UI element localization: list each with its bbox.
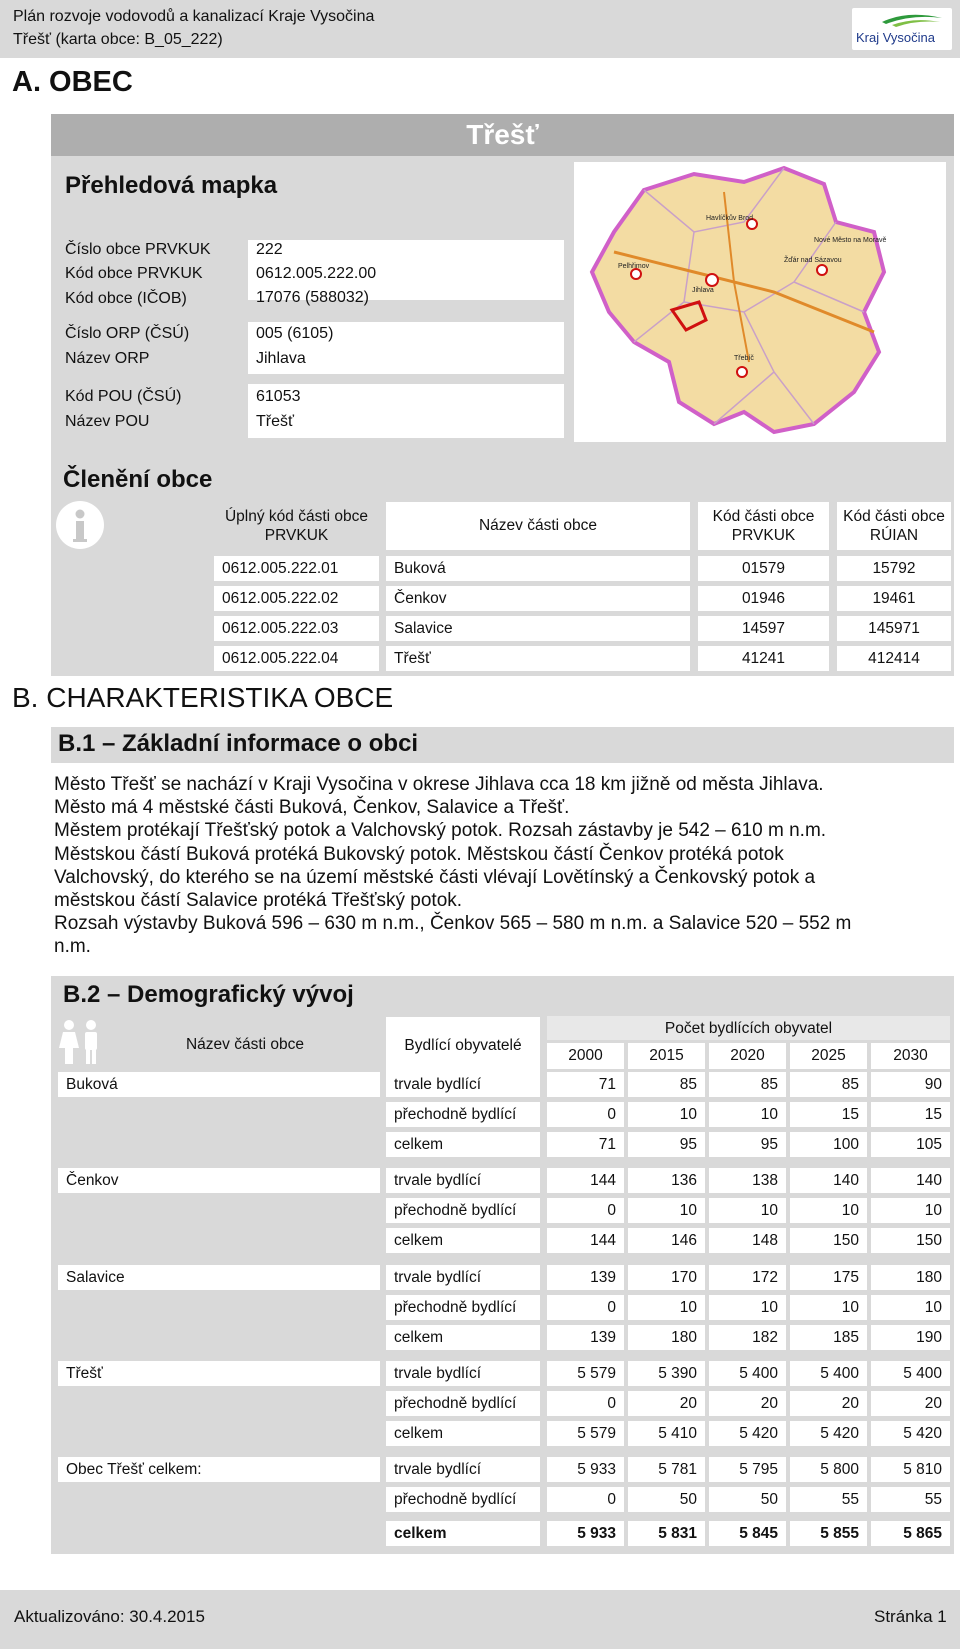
demo-value-cell: 5 390 — [628, 1361, 705, 1386]
cleneni-cell-name: Buková — [386, 556, 690, 581]
demo-value-cell: 100 — [790, 1132, 867, 1157]
demo-value-cell: 5 400 — [790, 1361, 867, 1386]
people-icon — [55, 1018, 105, 1066]
cleneni-cell-name: Třešť — [386, 646, 690, 671]
demo-value-cell: 10 — [628, 1295, 705, 1320]
demo-row-type: trvale bydlící — [386, 1361, 540, 1386]
demo-row-type: přechodně bydlící — [386, 1487, 540, 1512]
demo-value-cell: 55 — [790, 1487, 867, 1512]
demo-value-cell: 138 — [709, 1168, 786, 1193]
b1-line: Městem protékají Třešťský potok a Valchovský potok. Rozsah zástavby je 542 – 610 m n.m. — [54, 820, 827, 842]
demo-row-type: trvale bydlící — [386, 1168, 540, 1193]
map-area — [574, 162, 946, 442]
cleneni-cell-code: 0612.005.222.04 — [214, 646, 379, 671]
b1-heading: B.1 – Základní informace o obci — [58, 730, 419, 757]
demo-value-cell: 5 933 — [547, 1457, 624, 1482]
map-label-zdar: Žďár nad Sázavou — [784, 257, 842, 264]
demo-value-cell: 5 845 — [709, 1521, 786, 1546]
demo-row-type: trvale bydlící — [386, 1457, 540, 1482]
demo-value-cell: 20 — [790, 1391, 867, 1416]
demo-group-name: Obec Třešť celkem: — [58, 1457, 380, 1482]
demo-value-cell: 180 — [628, 1325, 705, 1350]
demo-value-cell: 5 420 — [709, 1421, 786, 1446]
demo-value-cell: 144 — [547, 1228, 624, 1253]
demo-value-cell: 5 400 — [871, 1361, 950, 1386]
demo-value-cell: 185 — [790, 1325, 867, 1350]
demo-value-cell: 85 — [628, 1072, 705, 1097]
cleneni-cell-prvkuk: 14597 — [698, 616, 829, 641]
footer-page-number: Stránka 1 — [874, 1607, 947, 1626]
demo-value-cell: 20 — [709, 1391, 786, 1416]
cleneni-cell-ruian: 19461 — [837, 586, 951, 611]
demo-value-cell: 139 — [547, 1265, 624, 1290]
region-map — [574, 162, 946, 442]
demo-value-cell: 180 — [871, 1265, 950, 1290]
b1-line: Rozsah výstavby Buková 596 – 630 m n.m., Čenkov 565 – 580 m n.m. a Salavice 520 – 552 m — [54, 913, 852, 935]
demo-value-cell: 95 — [628, 1132, 705, 1157]
demo-value-cell: 20 — [628, 1391, 705, 1416]
demo-value-cell: 5 855 — [790, 1521, 867, 1546]
demo-value-cell: 5 410 — [628, 1421, 705, 1446]
field-value-kod-obce: 0612.005.222.00 — [256, 265, 377, 282]
cleneni-cell-code: 0612.005.222.01 — [214, 556, 379, 581]
logo-text: Kraj Vysočina — [856, 30, 935, 45]
demo-row-type: trvale bydlící — [386, 1072, 540, 1097]
demo-value-cell: 10 — [871, 1295, 950, 1320]
demo-group-name: Třešť — [58, 1361, 380, 1386]
demo-year-header: 2000 — [547, 1043, 624, 1069]
b1-line: n.m. — [54, 936, 91, 958]
cleneni-cell-ruian: 15792 — [837, 556, 951, 581]
section-b-heading: B. CHARAKTERISTIKA OBCE — [12, 682, 394, 713]
field-value-cislo-orp: 005 (6105) — [256, 325, 334, 342]
demo-value-cell: 10 — [871, 1198, 950, 1223]
demo-value-cell: 5 579 — [547, 1361, 624, 1386]
kraj-vysocina-logo — [852, 8, 952, 50]
map-heading: Přehledová mapka — [65, 172, 278, 199]
demo-value-cell: 90 — [871, 1072, 950, 1097]
cleneni-heading: Členění obce — [63, 466, 213, 493]
map-label-pelhrimov: Pelhřimov — [618, 263, 650, 270]
demo-value-cell: 15 — [790, 1102, 867, 1127]
demo-value-cell: 150 — [871, 1228, 950, 1253]
demo-col-type: Bydlící obyvatelé — [386, 1017, 540, 1075]
map-label-havlickuv-brod: Havlíčkův Brod — [706, 215, 754, 222]
demo-value-cell: 20 — [871, 1391, 950, 1416]
b2-heading: B.2 – Demografický vývoj — [63, 981, 354, 1008]
demo-row-type: přechodně bydlící — [386, 1102, 540, 1127]
demo-value-cell: 140 — [790, 1168, 867, 1193]
demo-row-type: celkem — [386, 1132, 540, 1157]
field-label-kod-obce: Kód obce PRVKUK — [65, 265, 203, 282]
b1-line: Město má 4 městské části Buková, Čenkov, Salavice a Třešť. — [54, 797, 570, 819]
demo-value-cell: 146 — [628, 1228, 705, 1253]
demo-value-cell: 0 — [547, 1295, 624, 1320]
map-label-jihlava: Jihlava — [692, 287, 714, 294]
document-subtitle: Třešť (karta obce: B_05_222) — [13, 31, 223, 48]
col-header-kod-prvkuk: Kód části obce PRVKUK — [698, 502, 829, 550]
map-label-nove-mesto: Nové Město na Moravě — [814, 237, 887, 244]
info-icon — [56, 501, 104, 549]
field-value-nazev-orp: Jihlava — [256, 350, 306, 367]
demo-row-type: trvale bydlící — [386, 1265, 540, 1290]
b1-description — [54, 773, 954, 959]
demo-group-name: Salavice — [58, 1265, 380, 1290]
b1-line: Město Třešť se nachází v Kraji Vysočina v okrese Jihlava cca 18 km jižně od města Jihlava. — [54, 774, 824, 795]
demo-value-cell: 5 810 — [871, 1457, 950, 1482]
demo-value-cell: 10 — [709, 1102, 786, 1127]
demo-value-cell: 5 865 — [871, 1521, 950, 1546]
demo-value-cell: 71 — [547, 1072, 624, 1097]
demo-row-type: celkem — [386, 1228, 540, 1253]
field-value-icob: 17076 (588032) — [256, 289, 369, 306]
section-a-heading: A. OBEC — [12, 66, 133, 98]
demo-group-name: Čenkov — [58, 1168, 380, 1193]
demo-value-cell: 5 420 — [871, 1421, 950, 1446]
demo-value-cell: 0 — [547, 1487, 624, 1512]
demo-value-cell: 55 — [871, 1487, 950, 1512]
cleneni-cell-prvkuk: 41241 — [698, 646, 829, 671]
demo-value-cell: 139 — [547, 1325, 624, 1350]
demo-value-cell: 105 — [871, 1132, 950, 1157]
field-value-nazev-pou: Třešť — [256, 413, 294, 430]
document-title: Plán rozvoje vodovodů a kanalizací Kraje Vysočina — [13, 8, 375, 25]
demo-value-cell: 5 579 — [547, 1421, 624, 1446]
footer-updated: Aktualizováno: 30.4.2015 — [14, 1607, 205, 1626]
demo-value-cell: 15 — [871, 1102, 950, 1127]
field-label-cislo-obce: Číslo obce PRVKUK — [65, 241, 211, 258]
col-header-kod-ruian: Kód části obce RÚIAN — [837, 502, 951, 550]
demo-value-cell: 50 — [709, 1487, 786, 1512]
demo-value-cell: 144 — [547, 1168, 624, 1193]
col-header-nazev-casti: Název části obce — [386, 502, 690, 550]
cleneni-cell-code: 0612.005.222.03 — [214, 616, 379, 641]
cleneni-cell-ruian: 145971 — [837, 616, 951, 641]
demo-row-type: přechodně bydlící — [386, 1198, 540, 1223]
field-label-cislo-orp: Číslo ORP (ČSÚ) — [65, 325, 190, 342]
field-label-nazev-orp: Název ORP — [65, 350, 150, 367]
demo-col-name: Název části obce — [185, 1035, 305, 1053]
town-name: Třešť — [466, 119, 539, 150]
demo-value-cell: 140 — [871, 1168, 950, 1193]
demo-value-cell: 10 — [628, 1198, 705, 1223]
cleneni-cell-name: Salavice — [386, 616, 690, 641]
cleneni-cell-name: Čenkov — [386, 586, 690, 611]
demo-row-type: celkem — [386, 1325, 540, 1350]
demo-row-type: přechodně bydlící — [386, 1391, 540, 1416]
demo-value-cell: 95 — [709, 1132, 786, 1157]
b1-line: Městskou částí Buková protéká Bukovský potok. Městskou částí Čenkov protéká potok — [54, 843, 784, 865]
demo-value-cell: 5 781 — [628, 1457, 705, 1482]
demo-value-cell: 85 — [790, 1072, 867, 1097]
demo-year-header: 2015 — [628, 1043, 705, 1069]
b1-line: Valchovský, do kterého se na území městské části vlévají Lovětínský a Čenkovský potok a — [54, 866, 816, 888]
demo-group-name: Buková — [58, 1072, 380, 1097]
map-label-trebic: Třebíč — [734, 355, 754, 362]
demo-value-cell: 10 — [790, 1198, 867, 1223]
demo-value-cell: 0 — [547, 1198, 624, 1223]
cleneni-cell-prvkuk: 01579 — [698, 556, 829, 581]
demo-row-type: přechodně bydlící — [386, 1295, 540, 1320]
demo-value-cell: 190 — [871, 1325, 950, 1350]
demo-value-cell: 170 — [628, 1265, 705, 1290]
demo-year-header: 2030 — [871, 1043, 950, 1069]
b1-line: městskou částí Salavice protéká Třešťský potok. — [54, 890, 463, 912]
cleneni-cell-prvkuk: 01946 — [698, 586, 829, 611]
demo-value-cell: 182 — [709, 1325, 786, 1350]
demo-row-type: celkem — [386, 1521, 540, 1546]
demo-value-cell: 148 — [709, 1228, 786, 1253]
demo-value-cell: 10 — [709, 1295, 786, 1320]
demo-value-cell: 0 — [547, 1391, 624, 1416]
demo-value-cell: 50 — [628, 1487, 705, 1512]
field-label-icob: Kód obce (IČOB) — [65, 290, 187, 307]
demo-value-cell: 71 — [547, 1132, 624, 1157]
cleneni-cell-code: 0612.005.222.02 — [214, 586, 379, 611]
demo-value-cell: 5 831 — [628, 1521, 705, 1546]
demo-value-cell: 175 — [790, 1265, 867, 1290]
demo-value-cell: 5 400 — [709, 1361, 786, 1386]
demo-value-cell: 85 — [709, 1072, 786, 1097]
demo-value-cell: 150 — [790, 1228, 867, 1253]
demo-value-cell: 5 800 — [790, 1457, 867, 1482]
demo-value-cell: 0 — [547, 1102, 624, 1127]
demo-value-cell: 5 795 — [709, 1457, 786, 1482]
col-header-uplny-kod: Úplný kód části obce PRVKUK — [224, 508, 369, 544]
field-value-cislo-obce: 222 — [256, 241, 283, 258]
demo-value-cell: 5 933 — [547, 1521, 624, 1546]
demo-row-type: celkem — [386, 1421, 540, 1446]
field-value-kod-pou: 61053 — [256, 388, 301, 405]
demo-col-group: Počet bydlících obyvatel — [547, 1016, 950, 1040]
cleneni-cell-ruian: 412414 — [837, 646, 951, 671]
demo-value-cell: 5 420 — [790, 1421, 867, 1446]
demo-value-cell: 10 — [790, 1295, 867, 1320]
demo-value-cell: 172 — [709, 1265, 786, 1290]
demo-year-header: 2020 — [709, 1043, 786, 1069]
demo-year-header: 2025 — [790, 1043, 867, 1069]
demo-value-cell: 10 — [709, 1198, 786, 1223]
field-label-nazev-pou: Název POU — [65, 413, 150, 430]
field-label-kod-pou: Kód POU (ČSÚ) — [65, 388, 182, 405]
demo-value-cell: 10 — [628, 1102, 705, 1127]
demo-value-cell: 136 — [628, 1168, 705, 1193]
